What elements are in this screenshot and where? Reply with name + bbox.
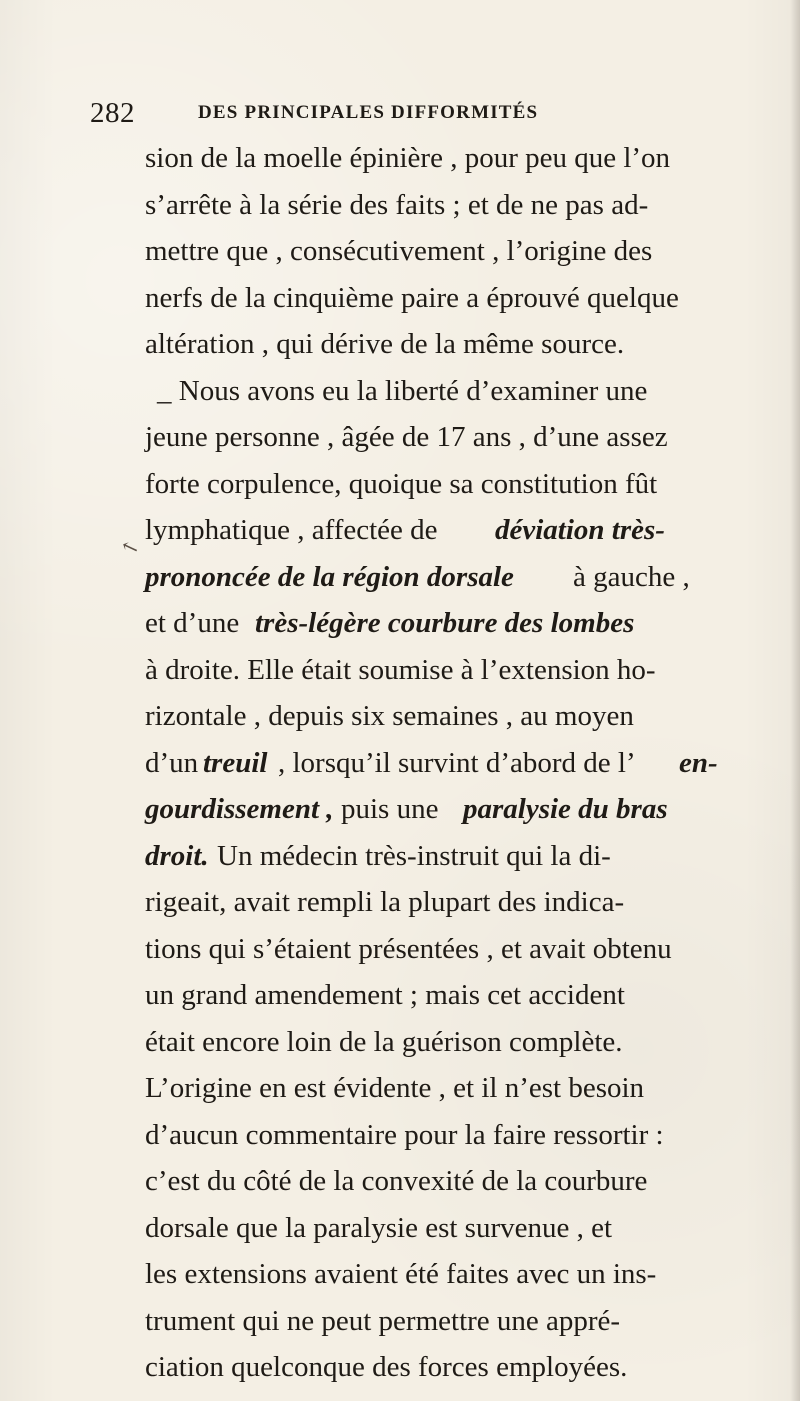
text-line: d’un treuil , lorsqu’il survint d’abord de l’ en- bbox=[145, 746, 718, 779]
text-line: mettre que , consécutivement , l’origine des bbox=[145, 235, 653, 267]
text-line: un grand amendement ; mais cet accident bbox=[145, 979, 625, 1011]
text-line: forte corpulence, quoique sa constitution fût bbox=[145, 467, 658, 500]
page-header bbox=[90, 98, 730, 128]
text-line: gourdissement , puis une paralysie du bras bbox=[145, 793, 668, 825]
text-line: _ Nous avons eu la liberté d’examiner une bbox=[157, 374, 648, 407]
text-body bbox=[145, 141, 737, 1397]
text-line: prononcée de la région dorsale à gauche , bbox=[145, 560, 690, 593]
text-line: rizontale , depuis six semaines , au moyen bbox=[145, 700, 634, 732]
page-edge-shadow bbox=[790, 0, 800, 1401]
text-line: droit. Un médecin très-instruit qui la di- bbox=[145, 839, 611, 872]
text-line: L’origine en est évidente , et il n’est besoin bbox=[145, 1072, 645, 1104]
page-number: 282 bbox=[90, 97, 135, 129]
text-line: s’arrête à la série des faits ; et de ne pas ad- bbox=[145, 188, 649, 221]
text-line: ciation quelconque des forces employées. bbox=[145, 1351, 628, 1383]
text-line: les extensions avaient été faites avec un ins- bbox=[145, 1258, 657, 1290]
text-line: rigeait, avait rempli la plupart des indica- bbox=[145, 886, 625, 918]
text-line: lymphatique , affectée de déviation très- bbox=[145, 514, 665, 546]
running-head: DES PRINCIPALES DIFFORMITÉS bbox=[198, 102, 539, 123]
text-line: d’aucun commentaire pour la faire ressortir : bbox=[145, 1118, 664, 1151]
margin-mark: ↖ bbox=[118, 534, 143, 562]
text-line: était encore loin de la guérison complète. bbox=[145, 1025, 623, 1058]
text-line: à droite. Elle était soumise à l’extension ho- bbox=[145, 653, 656, 686]
text-line: dorsale que la paralysie est survenue , et bbox=[145, 1211, 613, 1244]
text-line: sion de la moelle épinière , pour peu que l’on bbox=[145, 142, 671, 174]
text-line: altération , qui dérive de la même source. bbox=[145, 328, 625, 360]
text-line: trument qui ne peut permettre une appré- bbox=[145, 1304, 621, 1337]
text-line: jeune personne , âgée de 17 ans , d’une assez bbox=[145, 421, 668, 453]
text-line: nerfs de la cinquième paire a éprouvé quelque bbox=[145, 281, 679, 314]
text-line: tions qui s’étaient présentées , et avait obtenu bbox=[145, 932, 672, 965]
text-line: et d’une très-légère courbure des lombes bbox=[145, 607, 635, 639]
text-line: c’est du côté de la convexité de la courbure bbox=[145, 1165, 648, 1197]
